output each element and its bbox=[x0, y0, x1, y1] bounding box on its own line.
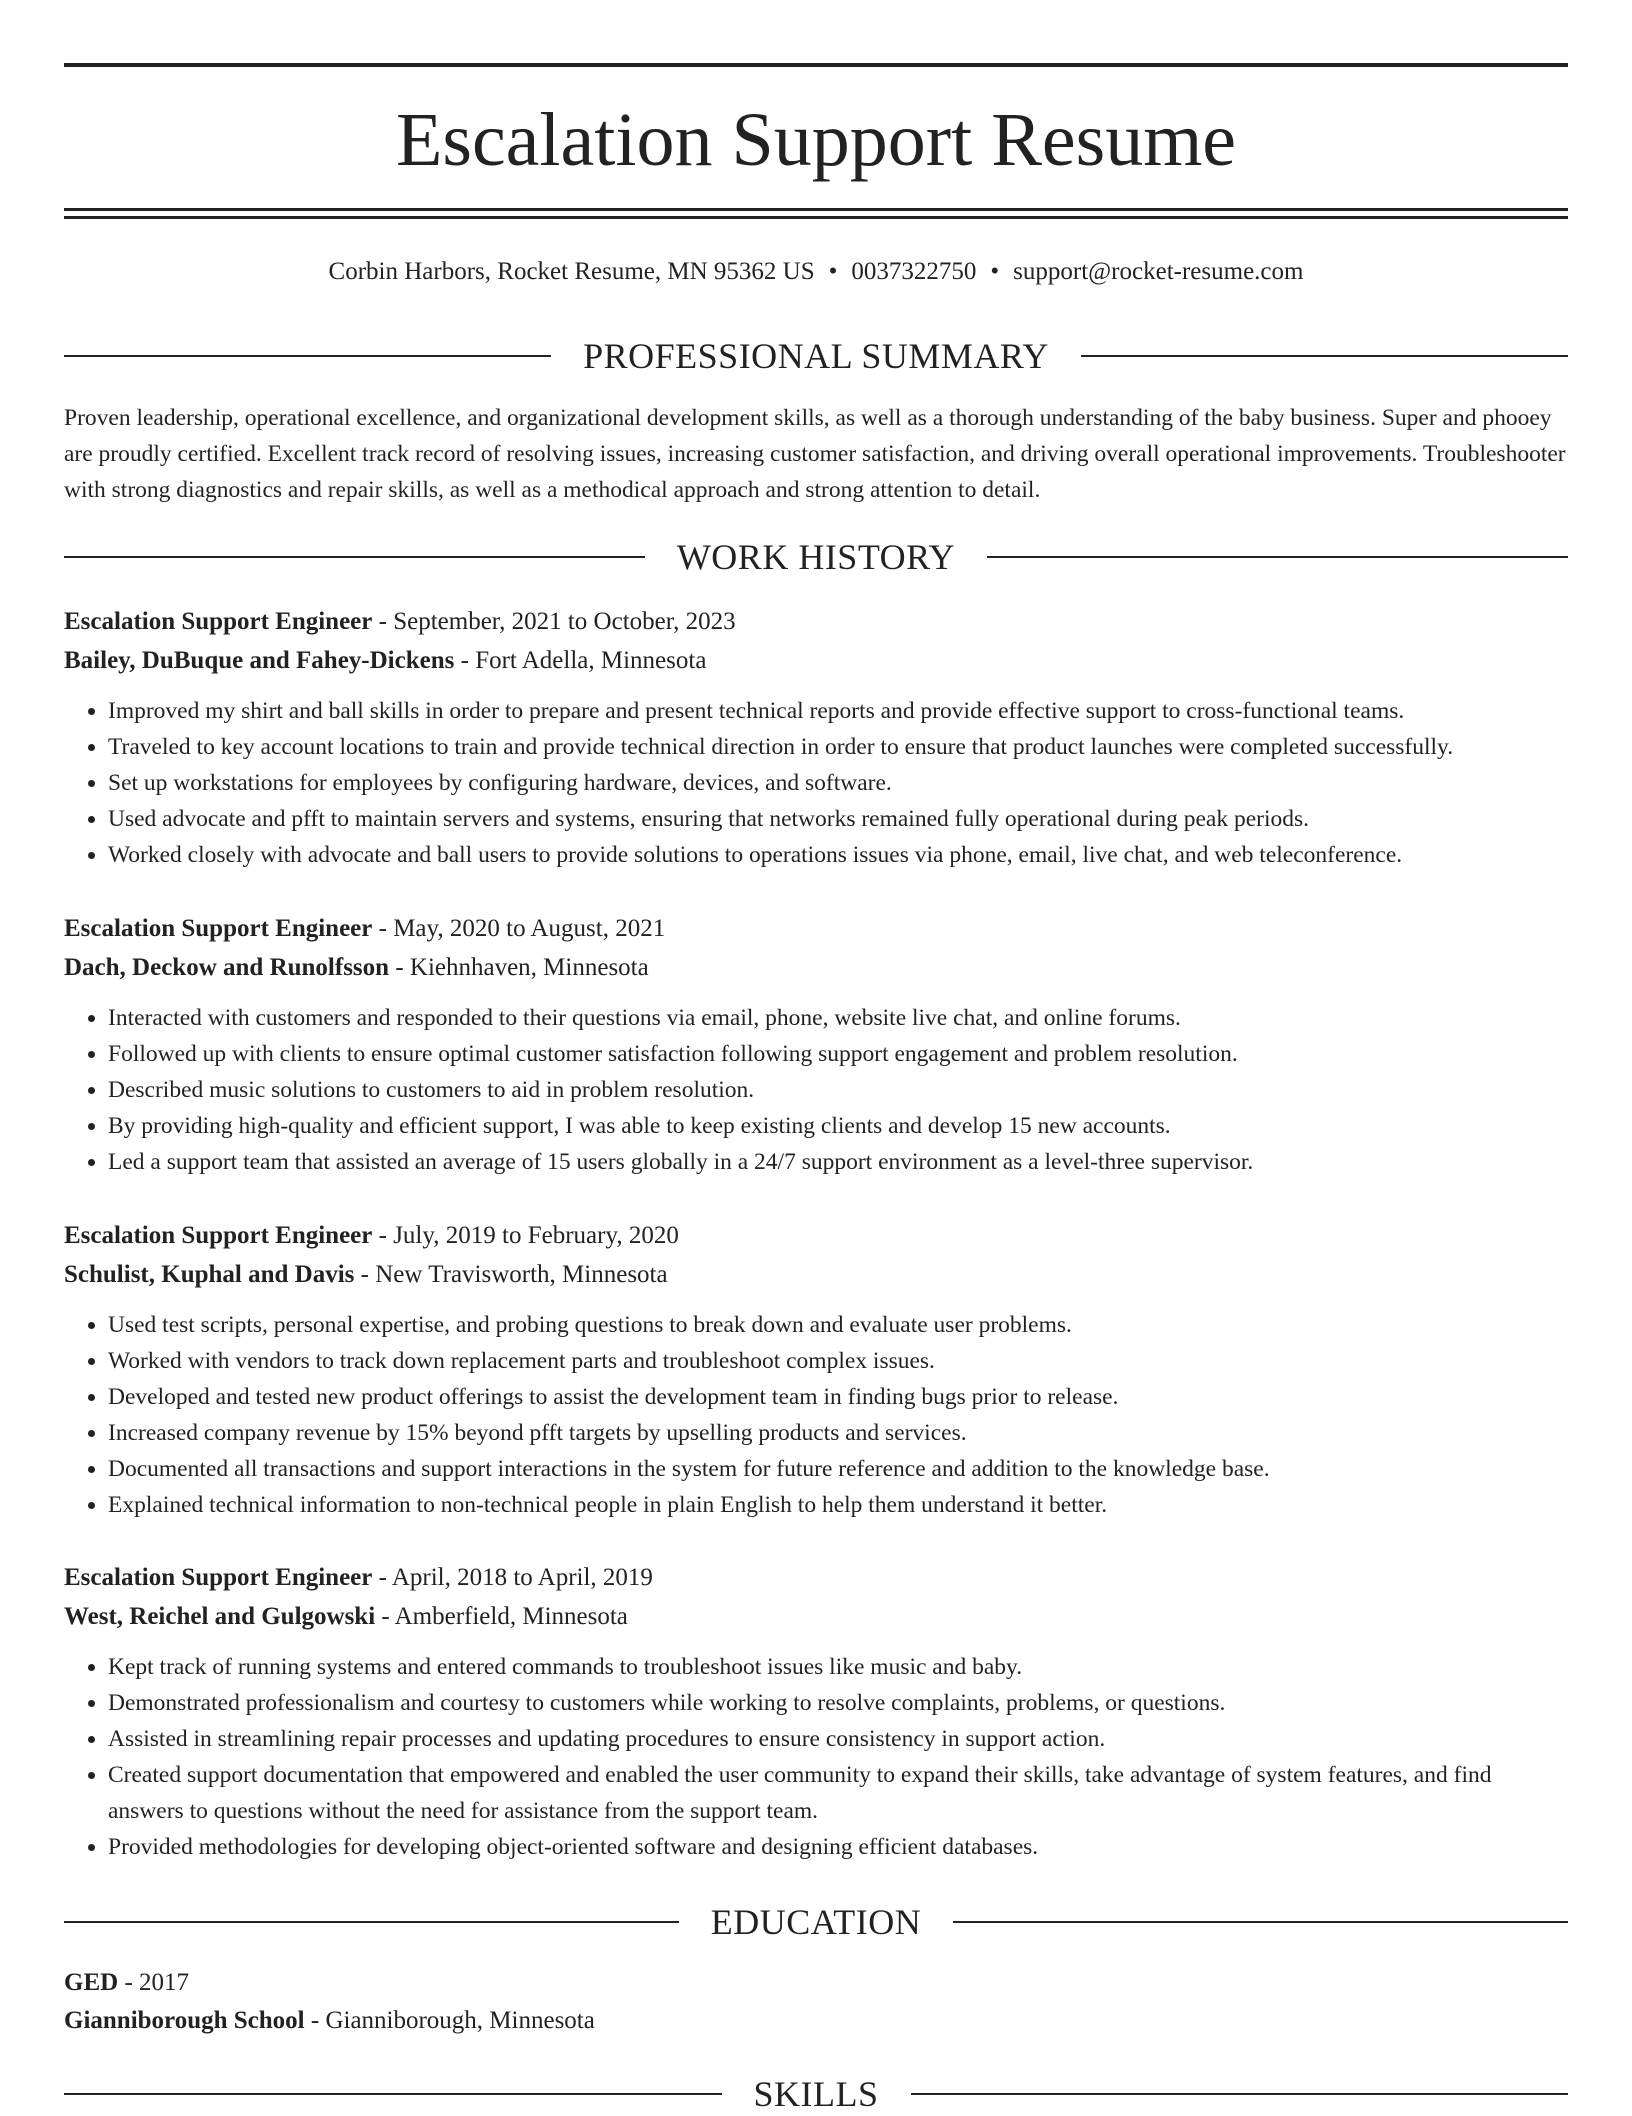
job-entry bbox=[64, 1558, 1568, 1865]
contact-email[interactable]: support@rocket-resume.com bbox=[1013, 258, 1304, 285]
job-bullet: • Followed up with clients to ensure optimal customer satisfaction following support engagement and problem resolution. bbox=[108, 1036, 1568, 1072]
job-dash: - bbox=[378, 915, 387, 942]
job-bullet: • Traveled to key account locations to train and provide technical direction in order to ensure that product launches were completed successfully. bbox=[108, 729, 1568, 765]
job-bullet: • By providing high-quality and efficient support, I was able to keep existing clients and develop 15 new accounts. bbox=[108, 1108, 1568, 1144]
job-dash: - bbox=[395, 954, 404, 981]
heading-rule-left bbox=[64, 355, 551, 357]
heading-rule-right bbox=[953, 1921, 1568, 1923]
title-bottom-rule-second bbox=[64, 216, 1568, 219]
job-bullet: • Worked closely with advocate and ball users to provide solutions to operations issues via phone, email, live chat, and web teleconference. bbox=[108, 837, 1568, 873]
job-bullet: • Created support documentation that empowered and enabled the user community to expand their skills, take advantage of system features, and find answers to questions without the need for assistance from the support team. bbox=[108, 1757, 1568, 1829]
job-location: Fort Adella, Minnesota bbox=[475, 647, 707, 674]
job-bullet: • Increased company revenue by 15% beyond pfft targets by upselling products and services. bbox=[108, 1415, 1568, 1451]
title-top-rule bbox=[64, 63, 1568, 67]
job-bullet: • Kept track of running systems and entered commands to troubleshoot issues like music and baby. bbox=[108, 1649, 1568, 1685]
job-dates: July, 2019 to February, 2020 bbox=[393, 1222, 679, 1249]
section-title-education: EDUCATION bbox=[710, 1902, 922, 1942]
job-bullet: • Led a support team that assisted an average of 15 users globally in a 24/7 support environment as a level-three supervisor. bbox=[108, 1144, 1568, 1180]
job-bullet: • Interacted with customers and responded to their questions via email, phone, website live chat, and online forums. bbox=[108, 1000, 1568, 1036]
section-heading-education bbox=[64, 1900, 1568, 1944]
job-company: Bailey, DuBuque and Fahey-Dickens bbox=[64, 647, 455, 674]
job-bullet: • Assisted in streamlining repair processes and updating procedures to ensure consistency in support action. bbox=[108, 1721, 1568, 1757]
job-dash: - bbox=[381, 1603, 390, 1630]
job-bullet: • Described music solutions to customers to aid in problem resolution. bbox=[108, 1072, 1568, 1108]
section-heading-summary bbox=[64, 334, 1568, 378]
heading-rule-right bbox=[911, 2093, 1569, 2095]
section-title-work-history: WORK HISTORY bbox=[676, 537, 956, 577]
job-bullet: • Improved my shirt and ball skills in order to prepare and present technical reports and provide effective support to cross-functional teams. bbox=[108, 693, 1568, 729]
contact-address: Corbin Harbors, Rocket Resume, MN 95362 US bbox=[328, 258, 815, 285]
heading-rule-left bbox=[64, 1921, 679, 1923]
job-bullet: • Worked with vendors to track down replacement parts and troubleshoot complex issues. bbox=[108, 1343, 1568, 1379]
job-location: Amberfield, Minnesota bbox=[394, 1603, 628, 1630]
heading-rule-left bbox=[64, 556, 645, 558]
education-dash: - bbox=[124, 1969, 133, 1996]
heading-rule-right bbox=[1081, 355, 1568, 357]
job-title: Escalation Support Engineer bbox=[64, 1564, 373, 1591]
job-bullet-list bbox=[64, 693, 1568, 873]
job-dash: - bbox=[378, 1222, 387, 1249]
job-bullet: • Used advocate and pfft to maintain servers and systems, ensuring that networks remained fully operational during peak periods. bbox=[108, 801, 1568, 837]
education-degree: GED bbox=[64, 1969, 119, 1996]
heading-rule-left bbox=[64, 2093, 722, 2095]
education-school: Gianniborough School bbox=[64, 2007, 305, 2034]
section-title-skills: SKILLS bbox=[753, 2074, 879, 2114]
job-dates: September, 2021 to October, 2023 bbox=[393, 608, 736, 635]
job-bullet-list bbox=[64, 1649, 1568, 1865]
job-title: Escalation Support Engineer bbox=[64, 1222, 373, 1249]
job-bullet: • Explained technical information to non-technical people in plain English to help them understand it better. bbox=[108, 1487, 1568, 1523]
heading-rule-right bbox=[987, 556, 1568, 558]
job-bullet: • Demonstrated professionalism and courtesy to customers while working to resolve complaints, problems, or questions. bbox=[108, 1685, 1568, 1721]
job-company: West, Reichel and Gulgowski bbox=[64, 1603, 376, 1630]
education-entry bbox=[64, 1964, 1568, 2040]
job-location: Kiehnhaven, Minnesota bbox=[409, 954, 649, 981]
job-title: Escalation Support Engineer bbox=[64, 915, 373, 942]
job-entry bbox=[64, 1216, 1568, 1523]
section-heading-work-history bbox=[64, 535, 1568, 579]
education-year: 2017 bbox=[139, 1969, 190, 1996]
job-bullet: • Documented all transactions and support interactions in the system for future reference and addition to the knowledge base. bbox=[108, 1451, 1568, 1487]
job-bullet: • Provided methodologies for developing object-oriented software and designing efficient databases. bbox=[108, 1829, 1568, 1865]
job-dates: April, 2018 to April, 2019 bbox=[391, 1564, 653, 1591]
job-dash: - bbox=[360, 1261, 369, 1288]
job-dash: - bbox=[378, 1564, 387, 1591]
job-company: Schulist, Kuphal and Davis bbox=[64, 1261, 355, 1288]
job-bullet-list bbox=[64, 1307, 1568, 1523]
job-bullet: • Used test scripts, personal expertise, and probing questions to break down and evaluate user problems. bbox=[108, 1307, 1568, 1343]
job-entry bbox=[64, 602, 1568, 873]
section-heading-skills bbox=[64, 2072, 1568, 2116]
education-location: Gianniborough, Minnesota bbox=[325, 2007, 595, 2034]
job-bullet: • Developed and tested new product offerings to assist the development team in finding bugs prior to release. bbox=[108, 1379, 1568, 1415]
job-bullet-list bbox=[64, 1000, 1568, 1180]
summary-text: Proven leadership, operational excellence, and organizational development skills, as well as a thorough understanding of the baby business. Super and phooey are proudly certified. Excellent track record of resolving issues, increasing customer satisfaction, and driving overall operational improvements. Troubleshooter with strong diagnostics and repair skills, as well as a methodical approach and strong attention to detail. bbox=[64, 405, 1566, 503]
job-title: Escalation Support Engineer bbox=[64, 608, 373, 635]
job-bullet: • Set up workstations for employees by configuring hardware, devices, and software. bbox=[108, 765, 1568, 801]
education-dash: - bbox=[310, 2007, 320, 2034]
job-dash: - bbox=[378, 608, 387, 635]
job-company: Dach, Deckow and Runolfsson bbox=[64, 954, 390, 981]
job-entry bbox=[64, 909, 1568, 1180]
contact-separator: • bbox=[990, 258, 1000, 285]
section-title-summary: PROFESSIONAL SUMMARY bbox=[583, 336, 1049, 376]
resume-title: Escalation Support Resume bbox=[395, 98, 1237, 182]
contact-phone: 0037322750 bbox=[851, 258, 977, 285]
contact-separator: • bbox=[828, 258, 838, 285]
job-location: New Travisworth, Minnesota bbox=[375, 1261, 668, 1288]
job-dash: - bbox=[460, 647, 469, 674]
title-bottom-rule bbox=[64, 208, 1568, 211]
job-dates: May, 2020 to August, 2021 bbox=[393, 915, 666, 942]
contact-line bbox=[64, 254, 1568, 290]
